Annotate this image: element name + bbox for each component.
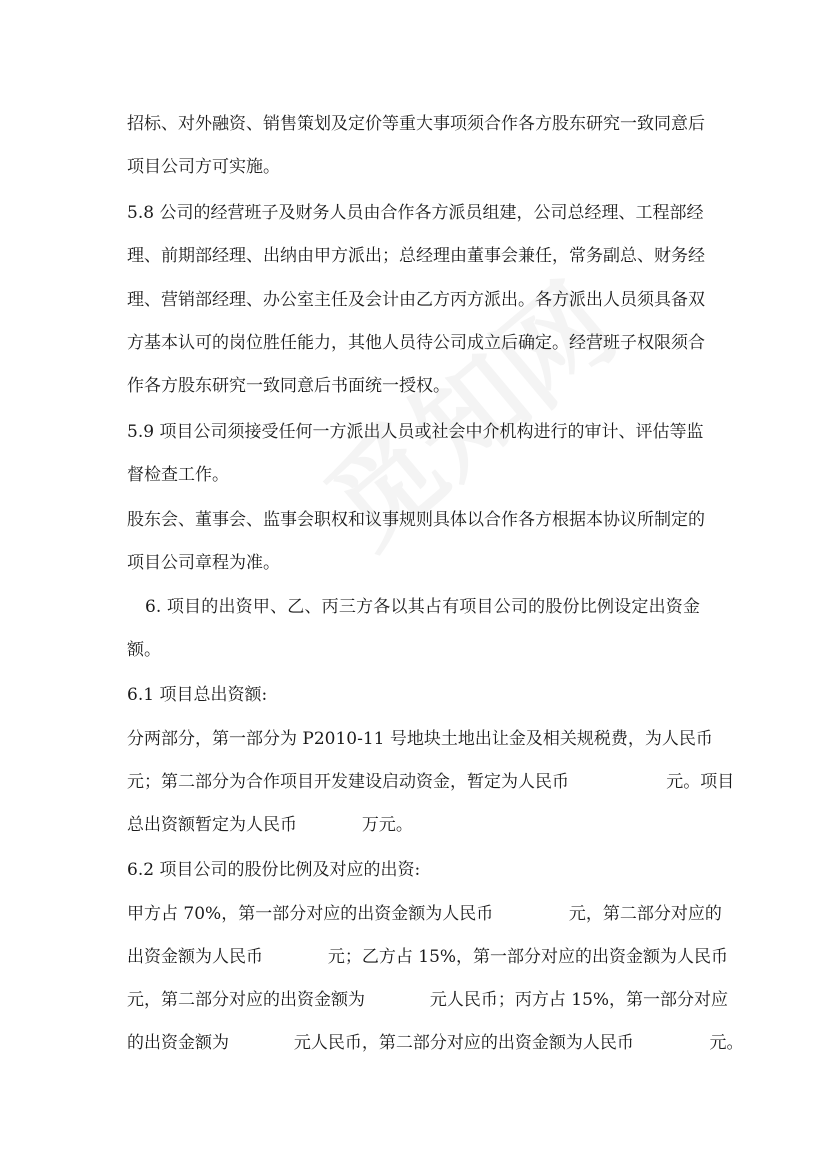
text-line: 招标、对外融资、销售策划及定价等重大事项须合作各方股东研究一致同意后 [127, 114, 705, 134]
text-line: 总出资额暂定为人民币 万元。 [127, 815, 413, 835]
text-line: 项目公司章程为准。 [127, 553, 280, 573]
text-line: 分两部分，第一部分为 P2010-11 号地块土地出让金及相关规税费，为人民币 [127, 729, 713, 749]
text-line: 额。 [127, 640, 161, 660]
text-line: 项目公司方可实施。 [127, 157, 280, 177]
text-line: 作各方股东研究一致同意后书面统一授权。 [127, 376, 450, 396]
section-heading: 6. 项目的出资甲、乙、丙三方各以其占有项目公司的股份比例设定出资金 [145, 597, 700, 617]
text-line: 督检查工作。 [127, 465, 229, 485]
text-line: 5.9 项目公司须接受任何一方派出人员或社会中介机构进行的审计、评估等监 [127, 422, 704, 442]
subsection-heading: 6.1 项目总出资额: [127, 685, 268, 705]
text-line: 股东会、董事会、监事会职权和议事规则具体以合作各方根据本协议所制定的 [127, 510, 705, 530]
text-line: 方基本认可的岗位胜任能力，其他人员待公司成立后确定。经营班子权限须合 [127, 333, 705, 353]
text-line: 理、前期部经理、出纳由甲方派出；总经理由董事会兼任，常务副总、财务经 [127, 246, 705, 266]
text-line: 5.8 公司的经营班子及财务人员由合作各方派员组建，公司总经理、工程部经 [127, 203, 704, 223]
text-line: 甲方占 70%，第一部分对应的出资金额为人民币 元，第二部分对应的 [127, 904, 722, 924]
text-line: 的出资金额为 元人民币，第二部分对应的出资金额为人民币 元。 [127, 1033, 744, 1053]
text-line: 元；第二部分为合作项目开发建设启动资金，暂定为人民币 元。项目 [127, 772, 735, 792]
subsection-heading: 6.2 项目公司的股份比例及对应的出资: [127, 860, 421, 880]
text-line: 理、营销部经理、办公室主任及会计由乙方丙方派出。各方派出人员须具备双 [127, 290, 705, 310]
text-line: 元，第二部分对应的出资金额为 元人民币；丙方占 15%，第一部分对应 [127, 990, 729, 1010]
text-line: 出资金额为人民币 元；乙方占 15%，第一部分对应的出资金额为人民币 [127, 947, 729, 967]
